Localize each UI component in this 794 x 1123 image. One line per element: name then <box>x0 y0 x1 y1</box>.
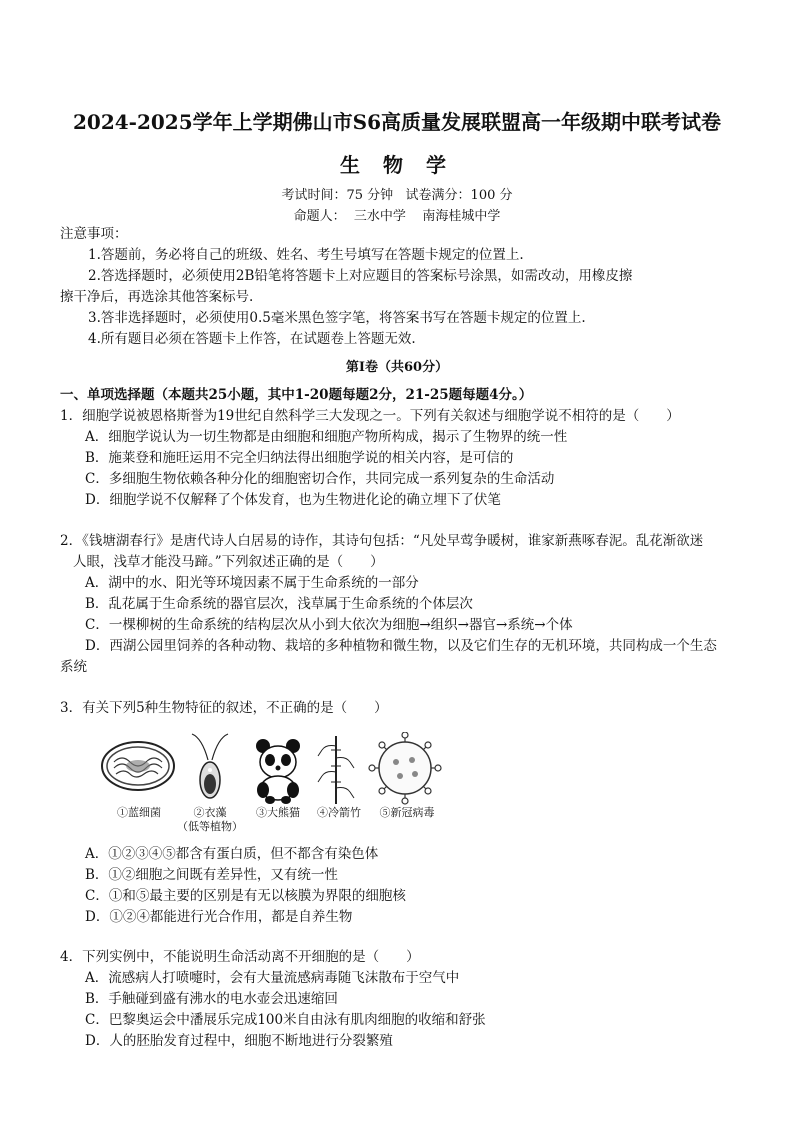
caption-bamboo: ④冷箭竹 <box>317 806 361 819</box>
subject-title: 生 物 学 <box>340 153 454 177</box>
q4-option-a: A．流感病人打喷嚏时，会有大量流感病毒随飞沫散布于空气中 <box>85 970 460 986</box>
q1-option-c: C．多细胞生物依赖各种分化的细胞密切合作，共同完成一系列复杂的生命活动 <box>85 471 555 487</box>
bamboo-image <box>318 736 354 804</box>
q1-option-b: B．施莱登和施旺运用不完全归纳法得出细胞学说的相关内容，是可信的 <box>85 450 514 466</box>
q1-option-d: D．细胞学说不仅解释了个体发育，也为生物进化论的确立埋下了伏笔 <box>85 492 501 508</box>
q2-option-c: C．一棵柳树的生命系统的结构层次从小到大依次为细胞→组织→器官→系统→个体 <box>85 617 573 633</box>
notice-item-2-cont: 擦干净后，再选涂其他答案标号. <box>60 289 254 305</box>
caption-coronavirus: ⑤新冠病毒 <box>379 806 435 819</box>
q2-option-a: A．湖中的水、阳光等环境因素不属于生命系统的一部分 <box>85 575 419 591</box>
q1-stem: 1．细胞学说被恩格斯誉为19世纪自然科学三大发现之一。下列有关叙述与细胞学说不相符的是（ ） <box>60 408 680 424</box>
caption-cyanobacterium: ①蓝细菌 <box>117 806 161 819</box>
q3-option-a: A．①②③④⑤都含有蛋白质，但不都含有染色体 <box>85 846 379 862</box>
exam-info: 考试时间：75 分钟 试卷满分：100 分 <box>281 188 513 203</box>
cyanobacterium-image <box>102 742 174 790</box>
chlamydomonas-image <box>192 734 228 798</box>
notice-item-1: 1.答题前，务必将自己的班级、姓名、考生号填写在答题卡规定的位置上. <box>88 247 524 263</box>
q1-option-a: A．细胞学说认为一切生物都是由细胞和细胞产物所构成，揭示了生物界的统一性 <box>85 429 568 445</box>
q4-stem: 4．下列实例中，不能说明生命活动离不开细胞的是（ ） <box>60 949 420 965</box>
q4-option-b: B．手触碰到盛有沸水的电水壶会迅速缩回 <box>85 991 338 1007</box>
q2-stem-line1: 2．《钱塘湖春行》是唐代诗人白居易的诗作，其诗句包括：“凡处早莺争暖树，谁家新燕啄春泥。乱花渐欲迷 <box>60 533 704 549</box>
q3-option-b: B．①②细胞之间既有差异性，又有统一性 <box>85 867 338 883</box>
caption-chlamydomonas: ②衣藻 <box>193 806 227 819</box>
part1-heading: 一、单项选择题（本题共25小题，其中1-20题每题2分，21-25题每题4分。） <box>60 387 533 403</box>
q2-stem-line2: 人眼，浅草才能没马蹄。”下列叙述正确的是（ ） <box>73 554 384 570</box>
coronavirus-image <box>369 732 441 804</box>
exam-title: 2024-2025学年上学期佛山市S6高质量发展联盟高一年级期中联考试卷 <box>73 110 721 134</box>
organisms-figure <box>100 732 445 832</box>
q2-option-d: D．西湖公园里饲养的各种动物、栽培的多种植物和微生物，以及它们生存的无机环境，共同构成一个生态 <box>85 638 717 654</box>
q2-option-d-cont: 系统 <box>60 659 87 675</box>
q3-option-c: C．①和⑤最主要的区别是有无以核膜为界限的细胞核 <box>85 888 406 904</box>
caption-lower-plant: （低等植物） <box>177 820 243 833</box>
q2-option-b: B．乱花属于生命系统的器官层次，浅草属于生命系统的个体层次 <box>85 596 473 612</box>
q3-stem: 3．有关下列5种生物特征的叙述，不正确的是（ ） <box>60 700 388 716</box>
exam-authors: 命题人： 三水中学 南海桂城中学 <box>293 209 501 224</box>
notice-heading: 注意事项： <box>60 226 128 242</box>
q4-option-c: C．巴黎奥运会中潘展乐完成100米自由泳有肌肉细胞的收缩和舒张 <box>85 1012 486 1028</box>
notice-item-4: 4.所有题目必须在答题卡上作答，在试题卷上答题无效. <box>88 331 416 347</box>
section-title: 第Ⅰ卷（共60分） <box>345 360 449 375</box>
q3-option-d: D．①②④都能进行光合作用，都是自养生物 <box>85 909 353 925</box>
panda-image <box>256 739 300 804</box>
q4-option-d: D．人的胚胎发育过程中，细胞不断地进行分裂繁殖 <box>85 1033 393 1049</box>
notice-item-2: 2.答选择题时，必须使用2B铅笔将答题卡上对应题目的答案标号涂黑，如需改动，用橡皮擦 <box>88 268 633 284</box>
notice-item-3: 3.答非选择题时，必须使用0.5毫米黑色签字笔，将答案书写在答题卡规定的位置上. <box>88 310 586 326</box>
caption-panda: ③大熊猫 <box>256 806 300 819</box>
